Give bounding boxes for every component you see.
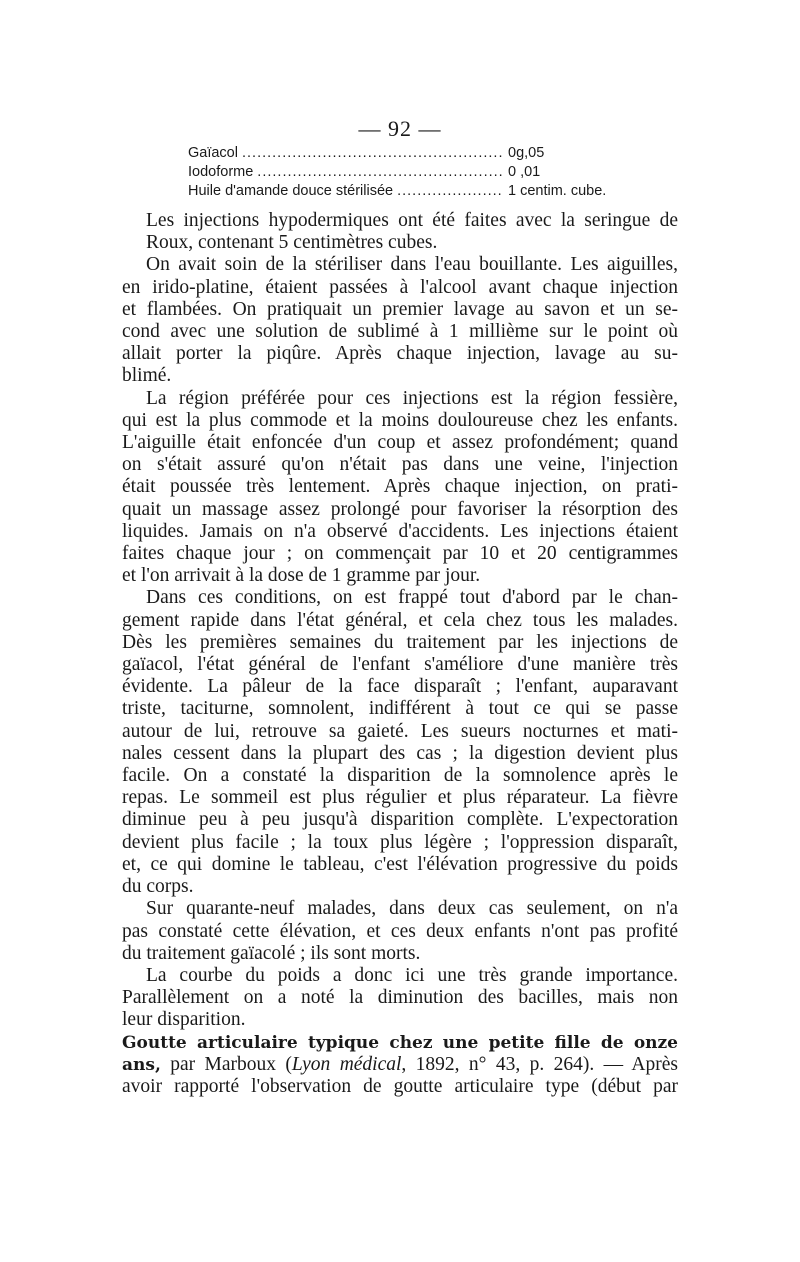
text-line: et, ce qui domine le tableau, c'est l'élévation progressive du poids xyxy=(122,853,678,875)
text-line: et l'on arrivait à la dose de 1 gramme par jour. xyxy=(122,565,481,587)
journal-title: Lyon médical xyxy=(291,1053,402,1075)
section-entry xyxy=(122,1032,678,1099)
text-line: en irido-platine, étaient passées à l'alcool avant chaque injection xyxy=(122,276,678,298)
paragraph xyxy=(122,965,678,1032)
dot-leader xyxy=(257,163,504,182)
text-line: Parallèlement on a noté la diminution des bacilles, mais non xyxy=(122,987,678,1009)
formula-dose: 1 centim. cube. xyxy=(508,183,607,199)
text-line: Les injections hypodermiques ont été faites avec la seringue de xyxy=(146,210,678,231)
formula-row xyxy=(188,144,628,163)
text-line: La courbe du poids a donc ici une très grande importance. xyxy=(146,964,678,986)
text-line: On avait soin de la stériliser dans l'eau bouillante. Les aiguilles, xyxy=(146,254,678,276)
text-line: faites chaque jour ; on commençait par 10 et 20 centigrammes xyxy=(122,543,678,565)
paragraph xyxy=(122,210,678,254)
text-line: nales cessent dans la plupart des cas ; la digestion devient plus xyxy=(122,742,678,764)
text-line: gement rapide dans l'état général, et cela chez tous les malades. xyxy=(122,609,678,631)
formula-ingredient: Huile d'amande douce stérilisée xyxy=(188,183,394,199)
text-line: Dans ces conditions, on est frappé tout d'abord par le chan- xyxy=(146,587,678,609)
formula-row xyxy=(188,182,628,201)
text-line: Roux, contenant 5 centimètres cubes. xyxy=(146,232,438,254)
text-line: blimé. xyxy=(122,365,172,387)
text-line: triste, taciturne, somnolent, indifférent à tout ce qui se passe xyxy=(122,698,678,720)
body-text xyxy=(122,210,678,1098)
formula-dose: 0g,05 xyxy=(508,145,545,161)
text-line: Sur quarante-neuf malades, dans deux cas seulement, on n'a xyxy=(146,898,678,920)
formula-row xyxy=(188,163,628,182)
formula-dose: 0 ,01 xyxy=(508,164,541,180)
text-line xyxy=(122,1054,678,1076)
formula-table xyxy=(188,144,628,201)
text-line: La région préférée pour ces injections est la région fessière, xyxy=(146,387,678,409)
text-line: facile. On a constaté la disparition de la somnolence après le xyxy=(122,765,678,787)
text-line: autour de lui, retrouve sa gaieté. Les sueurs nocturnes et mati- xyxy=(122,720,678,742)
paragraph xyxy=(122,388,678,588)
text-line: qui est la plus commode et la moins douloureuse chez les enfants. xyxy=(122,409,678,431)
text-line: pas constaté cette élévation, et ces deux enfants n'ont pas profité xyxy=(122,920,678,942)
section-heading-end: ans, xyxy=(122,1054,161,1075)
formula-ingredient: Gaïacol xyxy=(188,145,238,161)
dot-leader xyxy=(242,144,504,163)
text-line: diminue peu à peu jusqu'à disparition complète. L'expectoration xyxy=(122,809,678,831)
text-line: était poussée très lentement. Après chaque injection, on prati- xyxy=(122,476,678,498)
text-line: gaïacol, l'état général de l'enfant s'améliore d'une manière très xyxy=(122,654,678,676)
text-line: cond avec une solution de sublimé à 1 millième sur le point où xyxy=(122,321,678,343)
paragraph xyxy=(122,587,678,898)
text-line: Dès les premières semaines du traitement par les injections de xyxy=(122,631,678,653)
text-line: avoir rapporté l'observation de goutte articulaire type (début par xyxy=(122,1075,678,1097)
text-line: et flambées. On pratiquait un premier lavage au savon et un se- xyxy=(122,298,678,320)
text-line: leur disparition. xyxy=(122,1009,246,1031)
section-heading: Goutte articulaire typique chez une petite fille de onze xyxy=(122,1032,678,1053)
dot-leader xyxy=(397,182,504,201)
text-line: du traitement gaïacolé ; ils sont morts. xyxy=(122,942,421,964)
text-line: du corps. xyxy=(122,876,194,898)
paragraph xyxy=(122,254,678,387)
text-line: L'aiguille était enfoncée d'un coup et assez profondément; quand xyxy=(122,432,678,454)
formula-ingredient: Iodoforme xyxy=(188,164,254,180)
text-line: liquides. Jamais on n'a observé d'accidents. Les injections étaient xyxy=(122,520,678,542)
paragraph xyxy=(122,898,678,965)
text-line: quait un massage assez prolongé pour favoriser la résorption des xyxy=(122,498,678,520)
text-line: allait porter la piqûre. Après chaque injection, lavage au su- xyxy=(122,343,678,365)
text-line: devient plus facile ; la toux plus légère ; l'oppression disparaît, xyxy=(122,831,678,853)
text-line: repas. Le sommeil est plus régulier et plus réparateur. La fièvre xyxy=(122,787,678,809)
author-reference: par Marboux ( xyxy=(160,1053,292,1075)
citation-reference: , 1892, n° 43, p. 264). — Après xyxy=(401,1053,678,1075)
text-line: évidente. La pâleur de la face disparaît ; l'enfant, auparavant xyxy=(122,676,678,698)
text-line: on s'était assuré qu'on n'était pas dans une veine, l'injection xyxy=(122,454,678,476)
page-number: — 92 — xyxy=(358,116,442,141)
